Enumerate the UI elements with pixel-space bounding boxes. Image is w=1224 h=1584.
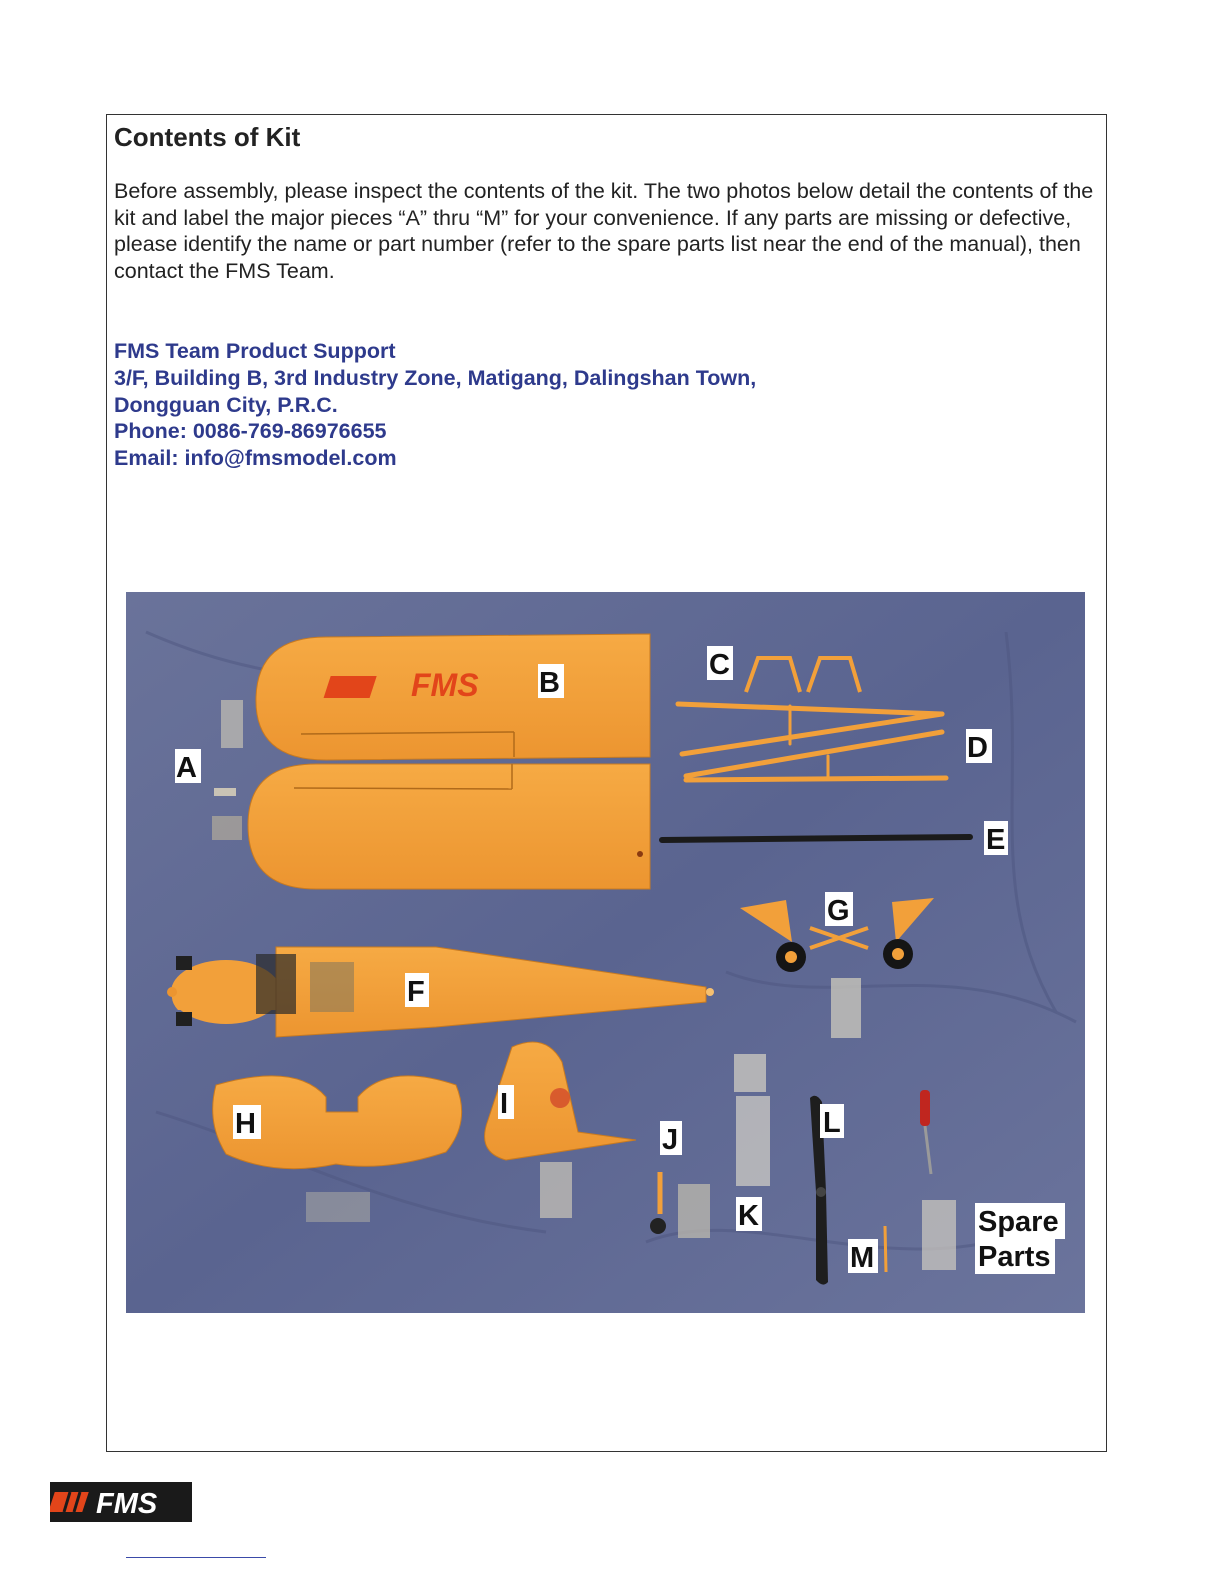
label-m: M — [850, 1242, 875, 1274]
intro-paragraph: Before assembly, please inspect the contents of the kit. The two photos below detail the contents of the kit and label the major pieces “A” thru “M” for your convenience. If any parts are missing or defective, please identify the name or part number (refer to the spare parts list near the end of the manual), then contact the FMS Team. — [114, 179, 1094, 283]
support-phone: Phone: 0086-769-86976655 — [114, 419, 387, 444]
kit-contents-photo — [126, 592, 1085, 1313]
support-address-line-1: 3/F, Building B, 3rd Industry Zone, Matigang, Dalingshan Town, — [114, 365, 757, 390]
footer-logo-text: FMS — [96, 1488, 158, 1520]
label-h: H — [235, 1108, 256, 1140]
label-g: G — [827, 895, 850, 927]
support-name: FMS Team Product Support — [114, 339, 396, 363]
label-spare: Spare — [978, 1206, 1059, 1238]
label-i: I — [500, 1088, 509, 1120]
part-m — [885, 1226, 886, 1272]
label-parts: Parts — [978, 1241, 1051, 1273]
support-contact-block — [114, 338, 756, 472]
label-f: F — [407, 976, 425, 1008]
label-b: B — [539, 667, 560, 699]
wing-logo-text: FMS — [411, 667, 479, 703]
label-a: A — [176, 752, 197, 784]
fms-footer-logo — [50, 1482, 192, 1522]
carbon-rod-e — [662, 837, 970, 840]
spare-parts-bag — [922, 1200, 956, 1270]
support-email: Email: info@fmsmodel.com — [114, 446, 397, 471]
wing-lower-half — [248, 764, 650, 889]
label-j: J — [662, 1124, 679, 1156]
pushrod-bags-k — [734, 1054, 770, 1186]
label-k: K — [738, 1200, 759, 1232]
support-address-line-2: Dongguan City, P.R.C. — [114, 392, 338, 417]
page-title: Contents of Kit — [114, 122, 301, 152]
label-c: C — [709, 649, 730, 681]
label-d: D — [967, 732, 988, 764]
label-l: L — [823, 1107, 841, 1139]
footer-rule — [126, 1557, 266, 1558]
label-e: E — [986, 824, 1006, 856]
